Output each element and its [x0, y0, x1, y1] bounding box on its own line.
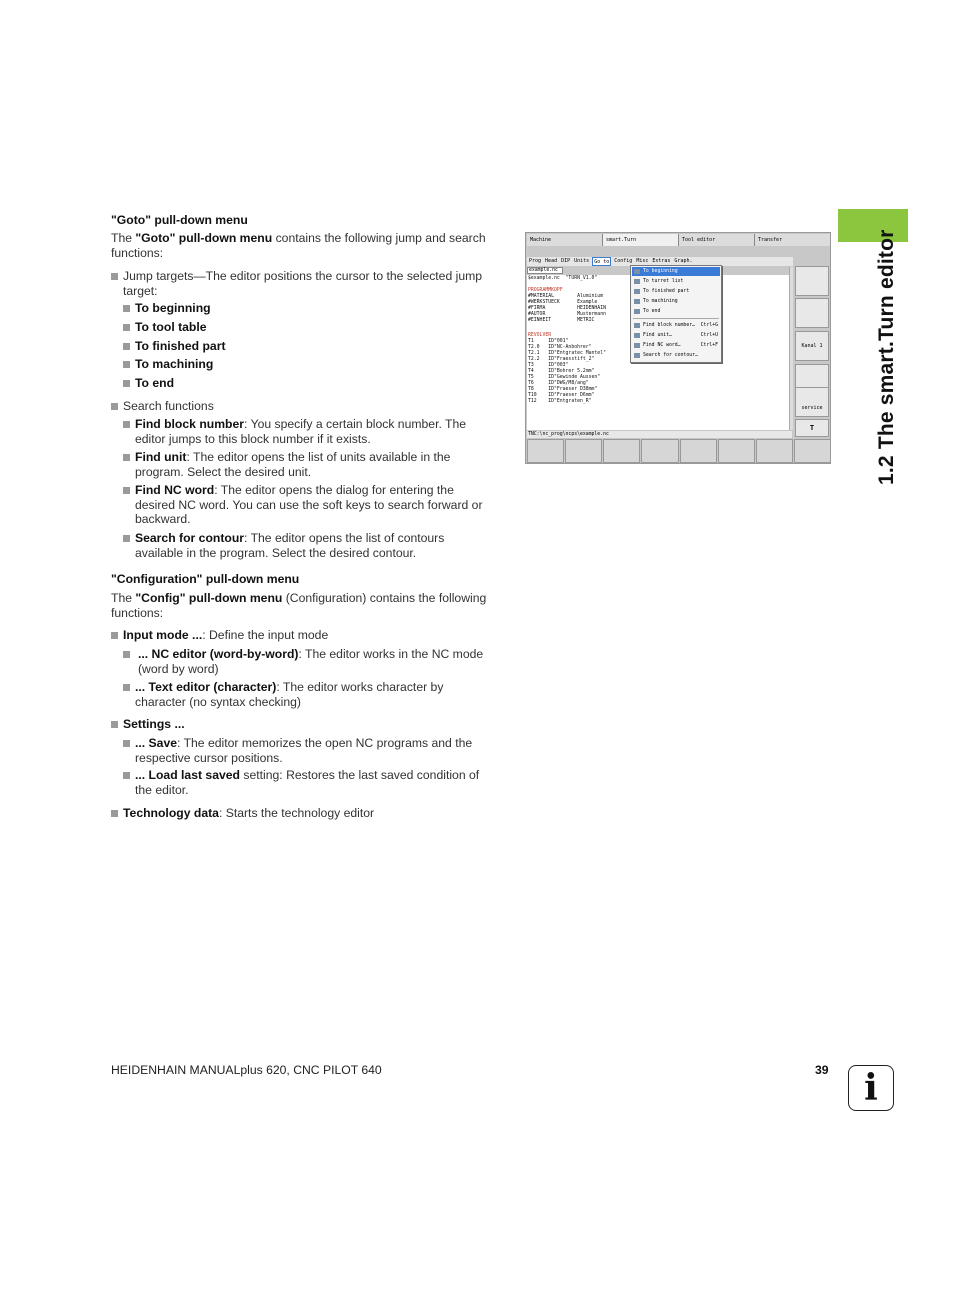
find-nc-word-item: Find NC word: The editor opens the dialog for entering the desired NC word. You can use the soft keys to search forward or backward. [123, 483, 513, 527]
goto-icon [634, 269, 640, 274]
jump-item-beginning: To beginning [123, 301, 211, 316]
menu-goto[interactable]: Go to [594, 259, 610, 265]
load-last-saved-item: ... Load last saved setting: Restores the last saved condition of the editor. [123, 768, 513, 797]
softkey-7[interactable] [756, 439, 793, 463]
find-unit-item: Find unit: The editor opens the list of units available in the program. Select the desired unit. [123, 450, 513, 479]
softkey-technology[interactable]: T [795, 419, 829, 437]
technology-data-item: Technology data: Starts the technology editor [111, 806, 374, 821]
goto-heading: "Goto" pull-down menu [111, 213, 248, 227]
jump-item-machining: To machining [123, 357, 213, 372]
dropdown-search-contour[interactable]: Search for contour… [632, 351, 720, 360]
dropdown-to-finished-part[interactable]: To finished part [632, 287, 720, 296]
menu-graph[interactable]: Graph. [674, 258, 693, 264]
jump-item-finished-part: To finished part [123, 339, 226, 354]
code-line: T3 ID"003" [528, 363, 569, 368]
file-path: TNC:\nc_prog\ncps\example.nc [527, 431, 792, 438]
tab-machine[interactable]: Machine [527, 234, 603, 246]
section-title: 1.2 The smart.Turn editor [875, 229, 898, 485]
code-line: T2.1 ID"Entgratec Mantel" [528, 351, 606, 356]
code-line: T4 ID"Bohrer 5.2mm" [528, 369, 595, 374]
mode-tabs [527, 234, 831, 246]
find-icon [634, 323, 640, 328]
goto-dropdown [630, 265, 722, 363]
find-icon [634, 353, 640, 358]
vertical-softkeys [793, 246, 831, 436]
softkey-6[interactable] [718, 439, 755, 463]
tab-transfer[interactable]: Transfer [755, 234, 831, 246]
find-block-item: Find block number: You specify a certain block number. The editor jumps to this block number if it exists. [123, 417, 513, 446]
code-line: REVOLVER [528, 333, 552, 338]
code-line: T10 ID"Fraeser D6mm" [528, 393, 595, 398]
dropdown-find-block[interactable]: Find block number… Ctrl+G [632, 321, 720, 330]
page-number: 39 [815, 1063, 829, 1077]
search-contour-item: Search for contour: The editor opens the list of contours available in the program. Select the desired contour. [123, 531, 513, 560]
softkey-1[interactable] [527, 439, 564, 463]
tab-smart-turn[interactable]: smart.Turn [603, 234, 679, 246]
dropdown-separator [633, 318, 719, 319]
softkey-3[interactable] [603, 439, 640, 463]
softkey-arrows[interactable] [795, 298, 829, 328]
file-tab[interactable]: example.nc [527, 267, 563, 274]
goto-intro: The "Goto" pull-down menu contains the following jump and search functions: [111, 231, 486, 260]
settings-item: Settings ... [111, 717, 185, 732]
code-line: #EINHEIT METRIC [528, 318, 595, 323]
find-icon [634, 333, 640, 338]
jump-item-end: To end [123, 376, 174, 391]
softkey-service[interactable]: service [795, 387, 829, 417]
code-line: T1 ID"001" [528, 339, 569, 344]
jump-targets-item: Jump targets—The editor positions the cursor to the selected jump target: [111, 269, 511, 298]
editor-screenshot [525, 232, 831, 464]
input-mode-item: Input mode ...: Define the input mode [111, 628, 328, 643]
softkey-4[interactable] [641, 439, 678, 463]
code-line: T2.2 ID"Fraesstift_2" [528, 357, 595, 362]
dropdown-to-end[interactable]: To end [632, 307, 720, 316]
tab-tool-editor[interactable]: Tool editor [679, 234, 755, 246]
dropdown-to-machining[interactable]: To machining [632, 297, 720, 306]
code-line: T8 ID"Fraeser D38mm" [528, 387, 598, 392]
goto-icon [634, 289, 640, 294]
find-icon [634, 343, 640, 348]
softkey-8[interactable] [794, 439, 831, 463]
code-line: #AUTOR Mustermann [528, 312, 606, 317]
softkey-5[interactable] [680, 439, 717, 463]
info-icon: i [848, 1065, 894, 1111]
footer-text: HEIDENHAIN MANUALplus 620, CNC PILOT 640 [111, 1063, 382, 1077]
dropdown-to-beginning[interactable]: To beginning [632, 267, 720, 276]
config-heading: "Configuration" pull-down menu [111, 572, 300, 586]
dropdown-to-turret-list[interactable]: To turret list [632, 277, 720, 286]
softkey-graphic[interactable] [795, 266, 829, 296]
code-line: PROGRAMMKOPF [528, 288, 563, 293]
nc-editor-item: ... NC editor (word-by-word): The editor works in the NC mode (word by word) [123, 647, 513, 676]
goto-icon [634, 299, 640, 304]
search-functions-item: Search functions [111, 399, 214, 414]
menu-config[interactable]: Config [614, 258, 633, 264]
code-line: T6 ID"DWG/M8/ang" [528, 381, 589, 386]
code-line: T12 ID"Entgraten_R" [528, 399, 592, 404]
dropdown-find-nc-word[interactable]: Find NC word… Ctrl+F [632, 341, 720, 350]
menu-units[interactable]: Units [574, 258, 590, 264]
config-intro: The "Config" pull-down menu (Configuration) contains the following functions: [111, 591, 487, 620]
code-line: T2.0 ID"NC-Anbohrer" [528, 345, 592, 350]
menu-misc[interactable]: Misc [636, 258, 649, 264]
code-line: T5 ID"Gewinde Aussen" [528, 375, 601, 380]
save-item: ... Save: The editor memorizes the open NC programs and the respective cursor positions. [123, 736, 513, 765]
text-editor-item: ... Text editor (character): The editor works character by character (no syntax checking) [123, 680, 513, 709]
jump-item-tool-table: To tool table [123, 320, 207, 335]
code-line: #WERKSTUECK Example [528, 300, 598, 305]
softkey-kanal[interactable]: Kanal 1 [795, 331, 829, 361]
menu-dip[interactable]: DIP [561, 258, 571, 264]
menu-extras[interactable]: Extras [652, 258, 671, 264]
softkey-2[interactable] [565, 439, 602, 463]
goto-icon [634, 309, 640, 314]
menu-prog[interactable]: Prog [529, 258, 542, 264]
goto-icon [634, 279, 640, 284]
code-line: #MATERIAL Aluminium [528, 294, 604, 299]
menu-head[interactable]: Head [545, 258, 558, 264]
dropdown-find-unit[interactable]: Find unit… Ctrl+U [632, 331, 720, 340]
horizontal-softkeys [527, 439, 831, 463]
code-line: $example.nc "TURN_V1.0" [528, 276, 598, 281]
code-line: #FIRMA HEIDENHAIN [528, 306, 606, 311]
